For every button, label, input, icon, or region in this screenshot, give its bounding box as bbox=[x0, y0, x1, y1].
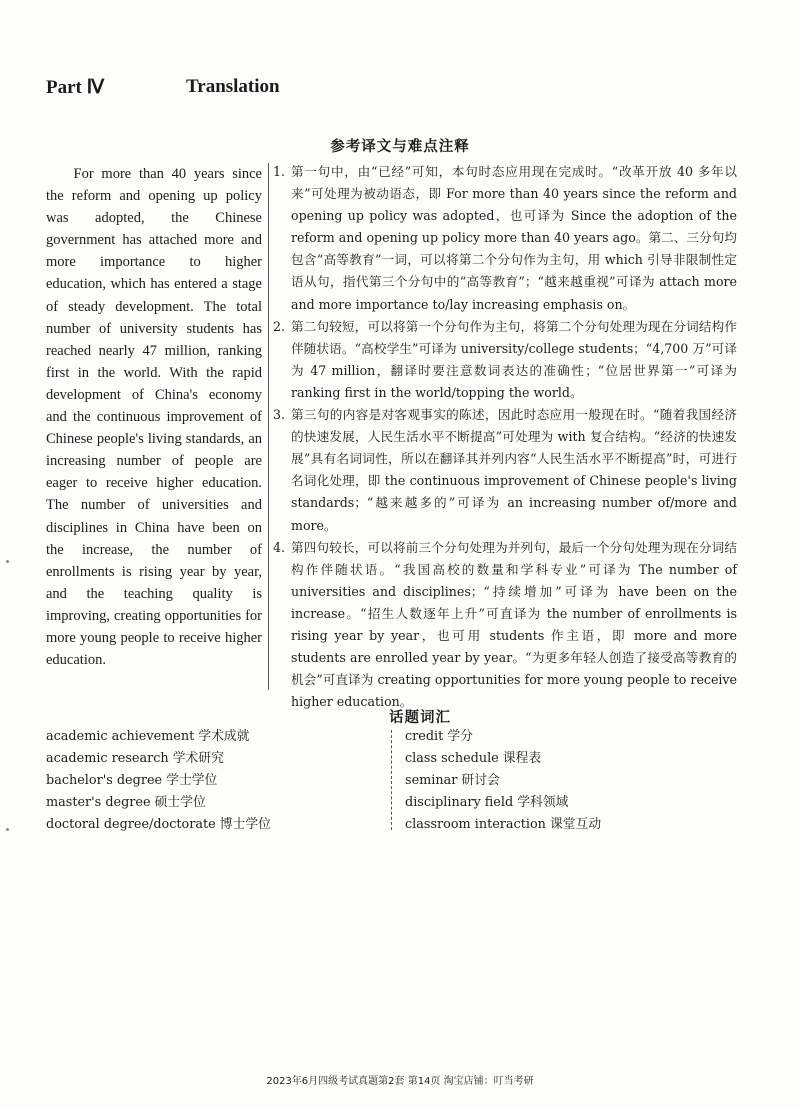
note-text: 第四句较长，可以将前三个分句处理为并列句，最后一个分句处理为现在分词结构作伴随状语。“我国高校的数量和学科专业”可译为 The number of universities and disciplines；“持续增加”可译为 have been on the increase。“招生人数逐年上升”可直译为 the number of enrollments is rising year by year，也可用 students 作主语，即 more and more students are enrolled year by year。“为更多年轻人创造了接受高等教育的机会”可直译为 creating opportunities for more young people to receive higher education。 bbox=[291, 539, 737, 710]
note-text: 第一句中，由“已经”可知，本句时态应用现在完成时。“改革开放 40 多年以来”可处理为被动语态，即 For more than 40 years since the reform and opening up policy was adopted，也可译为 Since the adoption of the reform and opening up policy more than 40 years ago。第二、三分句均包含“高等教育”一词，可以将第二个分句作为主句，用 which 引导非限制性定语从句，指代第三个分句中的“高等教育”；“越来越重视”可译为 attach more and more importance to/lay increasing emphasis on。 bbox=[291, 164, 737, 312]
note-text: 第三句的内容是对客观事实的陈述，因此时态应用一般现在时。“随着我国经济的快速发展，人民生活水平不断提高”可处理为 with 复合结构。“经济的快速发展”具有名词词性，所以在翻译其并列内容“人民生活水平不断提高”时，可进行名词化处理，即 the continuous improvement of Chinese people's living standards；“越来越多的”可译为 an increasing number of/more and more。 bbox=[291, 407, 737, 533]
scan-mark bbox=[6, 828, 9, 831]
vocab-item: class schedule 课程表 bbox=[405, 751, 542, 766]
column-divider bbox=[268, 163, 269, 690]
page-footer: 2023年6月四级考试真题第2套 第14页 淘宝店铺：叮当考研 bbox=[266, 1076, 534, 1087]
vocab-list-left bbox=[46, 726, 376, 836]
note-number: 4. bbox=[273, 539, 286, 555]
note-item bbox=[273, 404, 737, 537]
vocab-divider bbox=[391, 730, 392, 830]
vocab-list-right bbox=[405, 726, 745, 836]
note-item bbox=[273, 316, 737, 404]
vocab-item: master's degree 硕士学位 bbox=[46, 795, 206, 810]
note-item bbox=[273, 537, 737, 714]
note-number: 3. bbox=[273, 407, 286, 423]
vocab-item: academic achievement 学术成就 bbox=[46, 729, 250, 744]
vocab-heading: 话题词汇 bbox=[389, 709, 451, 726]
section-title: Translation bbox=[186, 76, 280, 97]
translation-column bbox=[46, 163, 262, 671]
vocab-item: doctoral degree/doctorate 博士学位 bbox=[46, 817, 271, 832]
annotation-notes bbox=[273, 161, 737, 713]
note-item bbox=[273, 161, 737, 316]
translation-paragraph: For more than 40 years since the reform and opening up policy was adopted, the Chinese government has attached more and more importance to higher education, which has entered a stage of steady development. The total number of university students has reached nearly 47 million, ranking first in the world. With the rapid development of China's economy and the continuous improvement of Chinese people's living standards, an increasing number of people are eager to receive higher education. The number of universities and disciplines in China have been on the increase, the number of enrollments is rising year by year, and the teaching quality is improving, creating opportunities for more young people to receive higher education. bbox=[46, 166, 262, 669]
vocab-item: bachelor's degree 学士学位 bbox=[46, 773, 218, 788]
reference-heading: 参考译文与难点注释 bbox=[330, 138, 470, 155]
note-number: 1. bbox=[273, 164, 286, 179]
vocab-item: seminar 研讨会 bbox=[405, 773, 500, 788]
vocab-item: credit 学分 bbox=[405, 729, 473, 744]
page-header bbox=[46, 76, 746, 104]
part-label: Part Ⅳ bbox=[46, 77, 105, 98]
vocab-item: disciplinary field 学科领域 bbox=[405, 795, 569, 810]
vocab-item: classroom interaction 课堂互动 bbox=[405, 817, 602, 832]
scan-mark bbox=[6, 560, 9, 563]
note-text: 第二句较短，可以将第一个分句作为主句，将第二个分句处理为现在分词结构作伴随状语。“高校学生”可译为 university/college students；“4,700 万”可译为 47 million，翻译时要注意数词表达的准确性；“位居世界第一”可译为 ranking first in the world/topping the world。 bbox=[291, 318, 737, 400]
note-number: 2. bbox=[273, 318, 286, 334]
vocab-item: academic research 学术研究 bbox=[46, 751, 224, 766]
